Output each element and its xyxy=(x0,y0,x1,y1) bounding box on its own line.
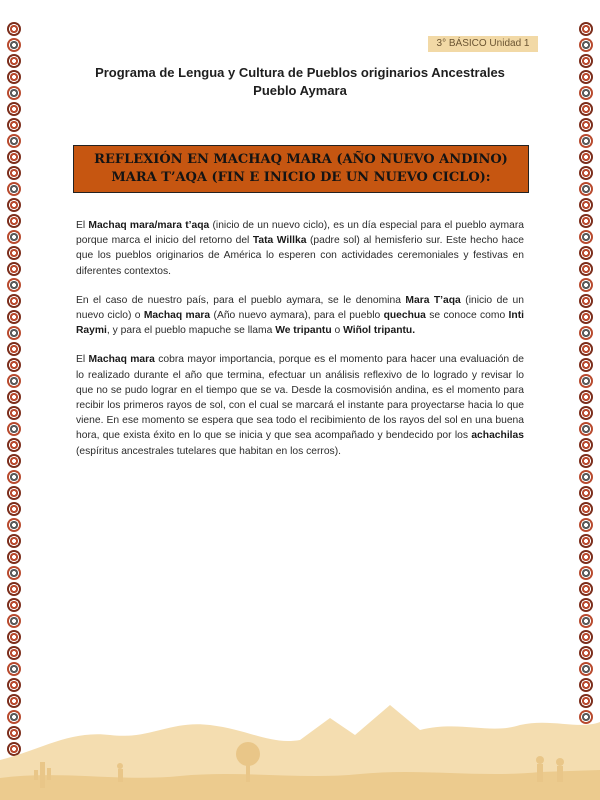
border-ornament-icon xyxy=(579,630,593,644)
border-ornament-icon xyxy=(7,150,21,164)
border-ornament-icon xyxy=(7,230,21,244)
border-ornament-icon xyxy=(579,614,593,628)
border-ornament-icon xyxy=(579,102,593,116)
text-run: (padre sol) al hemisferio sur. Este hecho hace que los pueblos originarios de América lo esperen con actividades ceremoniales y festivas en diferentes contextos. xyxy=(76,235,524,277)
border-ornament-icon xyxy=(7,518,21,532)
bold-term: Inti Raymi xyxy=(76,310,524,337)
text-run: (espíritus ancestrales tutelares que habitan en los cerros). xyxy=(76,445,341,457)
border-ornament-icon xyxy=(579,406,593,420)
border-ornament-icon xyxy=(579,70,593,84)
paragraph-1 xyxy=(76,218,524,279)
border-ornament-icon xyxy=(579,294,593,308)
bold-term: Machaq mara xyxy=(143,310,211,322)
border-ornament-icon xyxy=(7,22,21,36)
border-ornament-icon xyxy=(7,102,21,116)
border-ornament-icon xyxy=(7,118,21,132)
left-decorative-border xyxy=(3,22,25,782)
border-ornament-icon xyxy=(7,342,21,356)
border-ornament-icon xyxy=(7,294,21,308)
border-ornament-icon xyxy=(579,454,593,468)
border-ornament-icon xyxy=(579,438,593,452)
border-ornament-icon xyxy=(7,534,21,548)
border-ornament-icon xyxy=(7,470,21,484)
border-ornament-icon xyxy=(579,502,593,516)
text-run: (inicio de un nuevo ciclo) o xyxy=(76,294,524,322)
border-ornament-icon xyxy=(579,150,593,164)
border-ornament-icon xyxy=(7,662,21,676)
text-run: o xyxy=(331,325,344,337)
bold-term: achachilas xyxy=(471,430,524,442)
border-ornament-icon xyxy=(7,550,21,564)
border-ornament-icon xyxy=(579,550,593,564)
text-run: El xyxy=(76,220,89,231)
border-ornament-icon xyxy=(579,566,593,580)
border-ornament-icon xyxy=(579,662,593,676)
border-ornament-icon xyxy=(7,246,21,260)
program-title-line1: Programa de Lengua y Cultura de Pueblos originarios Ancestrales xyxy=(95,65,505,80)
border-ornament-icon xyxy=(7,582,21,596)
paragraph-2 xyxy=(76,293,524,339)
border-ornament-icon xyxy=(579,326,593,340)
bold-term: Machaq mara xyxy=(88,354,155,366)
text-run: cobra mayor importancia, porque es el momento para hacer una evaluación de lo realizado durante el año que termina, efectuar un análisis reflexivo de lo logrado y revisar lo que no se pudo lograr en el tiempo que se va. Desde la cosmovisión andina, es el momento para recibir los primeros rayos de sol, con el cual se marcará el instante para proyectarse hacia lo que viene. En ese momento se espera que sea todo el recibimiento de los rayos del sol en una buena hora, que exista éxito en lo que se inicia y que sea acompañado y bendecido por los xyxy=(76,354,524,442)
border-ornament-icon xyxy=(579,518,593,532)
border-ornament-icon xyxy=(7,406,21,420)
border-ornament-icon xyxy=(7,630,21,644)
grade-unit-badge: 3° BÁSICO Unidad 1 xyxy=(428,36,538,52)
border-ornament-icon xyxy=(579,134,593,148)
border-ornament-icon xyxy=(7,38,21,52)
border-ornament-icon xyxy=(7,182,21,196)
border-ornament-icon xyxy=(7,358,21,372)
border-ornament-icon xyxy=(7,614,21,628)
border-ornament-icon xyxy=(579,646,593,660)
section-heading-line1: REFLEXIÓN EN MACHAQ MARA (AÑO NUEVO ANDINO) xyxy=(94,152,508,167)
border-ornament-icon xyxy=(7,166,21,180)
bold-term: Machaq mara/mara t’aqa xyxy=(88,220,210,231)
border-ornament-icon xyxy=(7,486,21,500)
section-heading-line2: MARA T’AQA (FIN E INICIO DE UN NUEVO CICLO): xyxy=(111,170,491,185)
border-ornament-icon xyxy=(579,342,593,356)
border-ornament-icon xyxy=(7,326,21,340)
border-ornament-icon xyxy=(579,246,593,260)
border-ornament-icon xyxy=(7,502,21,516)
border-ornament-icon xyxy=(7,198,21,212)
border-ornament-icon xyxy=(7,278,21,292)
text-run: se conoce como xyxy=(425,310,509,322)
border-ornament-icon xyxy=(7,54,21,68)
paragraph-3 xyxy=(76,352,524,458)
bold-term: Wiñol tripantu. xyxy=(343,325,416,337)
body-text xyxy=(76,218,524,473)
footer-landscape-illustration xyxy=(0,690,600,800)
border-ornament-icon xyxy=(7,566,21,580)
bold-term: Tata Willka xyxy=(252,235,307,247)
border-ornament-icon xyxy=(579,54,593,68)
border-ornament-icon xyxy=(7,310,21,324)
border-ornament-icon xyxy=(7,134,21,148)
text-run: , y para el pueblo mapuche se llama xyxy=(106,325,276,337)
program-title-line2: Pueblo Aymara xyxy=(253,83,347,98)
section-heading-box xyxy=(73,145,529,193)
border-ornament-icon xyxy=(579,22,593,36)
border-ornament-icon xyxy=(7,390,21,404)
border-ornament-icon xyxy=(579,214,593,228)
border-ornament-icon xyxy=(7,262,21,276)
border-ornament-icon xyxy=(579,86,593,100)
border-ornament-icon xyxy=(7,598,21,612)
border-ornament-icon xyxy=(579,358,593,372)
border-ornament-icon xyxy=(579,470,593,484)
bold-term: quechua xyxy=(383,310,426,322)
border-ornament-icon xyxy=(579,598,593,612)
bold-term: We tripantu xyxy=(275,325,332,337)
border-ornament-icon xyxy=(7,646,21,660)
border-ornament-icon xyxy=(579,230,593,244)
border-ornament-icon xyxy=(7,454,21,468)
border-ornament-icon xyxy=(579,118,593,132)
border-ornament-icon xyxy=(579,534,593,548)
text-run: En el caso de nuestro país, para el pueblo aymara, se le denomina xyxy=(76,294,406,306)
border-ornament-icon xyxy=(7,438,21,452)
border-ornament-icon xyxy=(7,70,21,84)
border-ornament-icon xyxy=(579,422,593,436)
border-ornament-icon xyxy=(7,214,21,228)
border-ornament-icon xyxy=(579,166,593,180)
border-ornament-icon xyxy=(579,262,593,276)
text-run: El xyxy=(76,354,89,366)
border-ornament-icon xyxy=(579,486,593,500)
bold-term: Mara T’aqa xyxy=(405,294,461,306)
right-decorative-border xyxy=(575,22,597,782)
program-title xyxy=(40,64,560,100)
border-ornament-icon xyxy=(579,182,593,196)
border-ornament-icon xyxy=(579,278,593,292)
border-ornament-icon xyxy=(579,198,593,212)
text-run: (Año nuevo aymara), para el pueblo xyxy=(210,310,384,322)
border-ornament-icon xyxy=(7,422,21,436)
border-ornament-icon xyxy=(579,582,593,596)
border-ornament-icon xyxy=(579,390,593,404)
border-ornament-icon xyxy=(7,374,21,388)
border-ornament-icon xyxy=(579,374,593,388)
text-run: (inicio de un nuevo ciclo), es un día especial para el pueblo aymara porque marca el inicio del retorno del xyxy=(76,220,525,247)
border-ornament-icon xyxy=(579,310,593,324)
border-ornament-icon xyxy=(7,86,21,100)
border-ornament-icon xyxy=(579,38,593,52)
